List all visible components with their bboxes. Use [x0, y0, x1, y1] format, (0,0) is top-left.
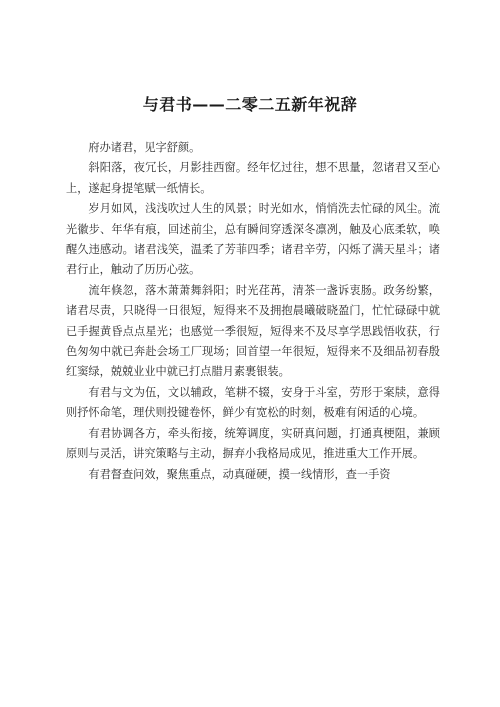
paragraph: 流年倏忽，落木萧萧舞斜阳；时光荏苒，清茶一盏诉衷肠。政务纷繁，诸君尽责，只晓得一日很短，短得来不及拥抱晨曦破晓盈门，忙忙碌碌中就已手握黄昏点点星光；也感觉一季很短，短得来不及尽享学思践悟收获，行色匆匆中就已奔赴会场工厂现场；回首望一年很短，短得来不及细品初春殷红窦绿，兢兢业业中就已打点腊月素裹银装。	[66, 283, 440, 379]
paragraph: 斜阳落，夜冗长，月影挂西窗。经年忆过往，想不思量，忽诸君又至心上，遂起身提笔赋一纸情长。	[66, 161, 440, 195]
paragraph: 有君督查问效，聚焦重点，动真碰硬，摸一线情形，查一手资	[88, 467, 391, 481]
document-title: 与君书——二零二五新年祝辞	[142, 95, 358, 114]
paragraph: 有君协调各方，牵头衔接，统筹调度，实研真问题，打通真梗阻，兼顾原则与灵活，讲究策略与主动，摒弃小我格局成见，推进重大工作开展。	[66, 426, 440, 461]
paragraph: 有君与文为伍，文以辅政，笔耕不辍，安身于斗室，劳形于案牍，意得则抒怀命笔，理伏则投键卷怀，鲜少有宽松的时刻，极难有闲适的心境。	[66, 385, 440, 420]
paragraph-greeting: 府办诸君，见字舒颜。	[88, 141, 201, 154]
document-body	[66, 138, 440, 485]
paragraph: 岁月如风，浅浅吹过人生的风景；时光如水，悄悄洗去忙碌的风尘。流光徽步、年华有痕，回述前尘，总有瞬间穿透深冬凛冽，触及心底柔软，唤醒久违感动。诸君浅笑，温柔了芳菲四季；诸君辛劳，闪烁了满天星斗；诸君行止，触动了历历心弦。	[66, 202, 440, 277]
